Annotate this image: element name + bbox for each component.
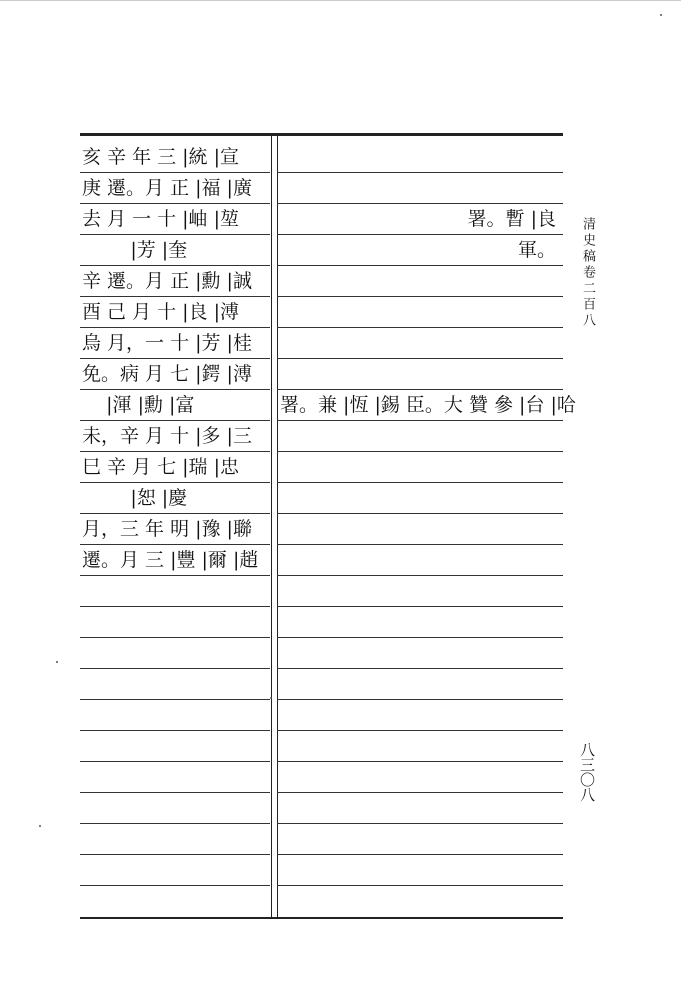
print-speck: [660, 14, 662, 16]
row-rule-left: [80, 389, 270, 390]
row-rule-right: [277, 265, 563, 266]
left-row-12: |恕 |慶: [82, 487, 188, 509]
left-row-3: 去 月 一 十 |岫 |堃: [82, 208, 240, 230]
row-rule-left: [80, 296, 270, 297]
row-rule-right: [277, 575, 563, 576]
left-row-1: 亥 辛 年 三 |統 |宣: [82, 146, 240, 168]
right-row-4: 軍。: [517, 239, 556, 261]
row-rule-left: [80, 730, 270, 731]
row-rule-right: [277, 668, 563, 669]
row-rule-right: [277, 296, 563, 297]
row-rule-left: [80, 172, 270, 173]
right-row-3: 署。暫 |良: [467, 208, 556, 230]
row-rule-right: [277, 389, 563, 390]
row-rule-left: [80, 823, 270, 824]
right-row-1: [280, 142, 556, 172]
left-row-11: 巳 辛 月 七 |瑞 |忠: [82, 456, 240, 478]
row-rule-left: [80, 482, 270, 483]
row-rule-right: [277, 730, 563, 731]
page-number: 八三〇八: [578, 742, 596, 802]
row-rule-left: [80, 451, 270, 452]
left-row-9: |渾 |勳 |富: [82, 394, 195, 416]
row-rule-left: [80, 637, 270, 638]
row-rule-left: [80, 854, 270, 855]
row-rule-right: [277, 854, 563, 855]
right-row-10: [280, 421, 556, 451]
print-speck: [39, 825, 41, 827]
row-rule-left: [80, 265, 270, 266]
row-rule-right: [277, 451, 563, 452]
right-row-11: [280, 452, 556, 482]
left-row-2: 庚 遷。月 正 |福 |廣: [82, 177, 252, 199]
page-top-edge: [0, 0, 681, 1]
row-rule-left: [80, 606, 270, 607]
column-divider: [271, 136, 278, 917]
row-rule-right: [277, 234, 563, 235]
row-rule-left: [80, 885, 270, 886]
row-rule-left: [80, 234, 270, 235]
row-rule-left: [80, 544, 270, 545]
right-row-5: [280, 266, 556, 296]
side-title: 清史稿卷二百八: [580, 217, 595, 329]
left-row-6: 酉 己 月 十 |良 |溥: [82, 301, 240, 323]
row-rule-right: [277, 203, 563, 204]
left-row-14: 遷。月 三 |豐 |爾 |趙: [82, 549, 259, 571]
right-row-9: 署。兼 |恆 |錫 臣。大 贊 參 |台 |哈: [280, 394, 576, 416]
left-row-10: 未，辛 月 十 |多 |三: [82, 425, 252, 447]
row-rule-right: [277, 513, 563, 514]
left-row-5: 辛 遷。月 正 |勳 |誠: [82, 270, 252, 292]
row-rule-right: [277, 482, 563, 483]
row-rule-right: [277, 606, 563, 607]
right-row-13: [280, 514, 556, 544]
right-row-12: [280, 483, 556, 513]
row-rule-left: [80, 203, 270, 204]
row-rule-left: [80, 513, 270, 514]
left-row-13: 月，三 年 明 |豫 |聯: [82, 518, 252, 540]
row-rule-right: [277, 637, 563, 638]
row-rule-left: [80, 668, 270, 669]
left-row-4: |芳 |奎: [82, 239, 188, 261]
row-rule-right: [277, 823, 563, 824]
row-rule-right: [277, 358, 563, 359]
row-rule-right: [277, 792, 563, 793]
row-rule-right: [277, 172, 563, 173]
row-rule-right: [277, 420, 563, 421]
row-rule-right: [277, 327, 563, 328]
right-row-7: [280, 328, 556, 358]
row-rule-left: [80, 699, 270, 700]
row-rule-left: [80, 420, 270, 421]
print-speck: [56, 661, 58, 663]
table-top-rule: [80, 133, 563, 136]
left-row-7: 烏 月，一 十 |芳 |桂: [82, 332, 252, 354]
print-speck: [270, 697, 272, 699]
row-rule-left: [80, 575, 270, 576]
row-rule-right: [277, 761, 563, 762]
row-rule-right: [277, 885, 563, 886]
row-rule-left: [80, 327, 270, 328]
right-row-2: [280, 173, 556, 203]
row-rule-left: [80, 358, 270, 359]
right-row-8: [280, 359, 556, 389]
row-rule-left: [80, 761, 270, 762]
row-rule-right: [277, 544, 563, 545]
row-rule-left: [80, 792, 270, 793]
right-row-14: [280, 545, 556, 575]
left-row-8: 免。病 月 七 |鍔 |溥: [82, 363, 252, 385]
table-bottom-rule: [80, 917, 563, 919]
row-rule-right: [277, 699, 563, 700]
right-row-6: [280, 297, 556, 327]
